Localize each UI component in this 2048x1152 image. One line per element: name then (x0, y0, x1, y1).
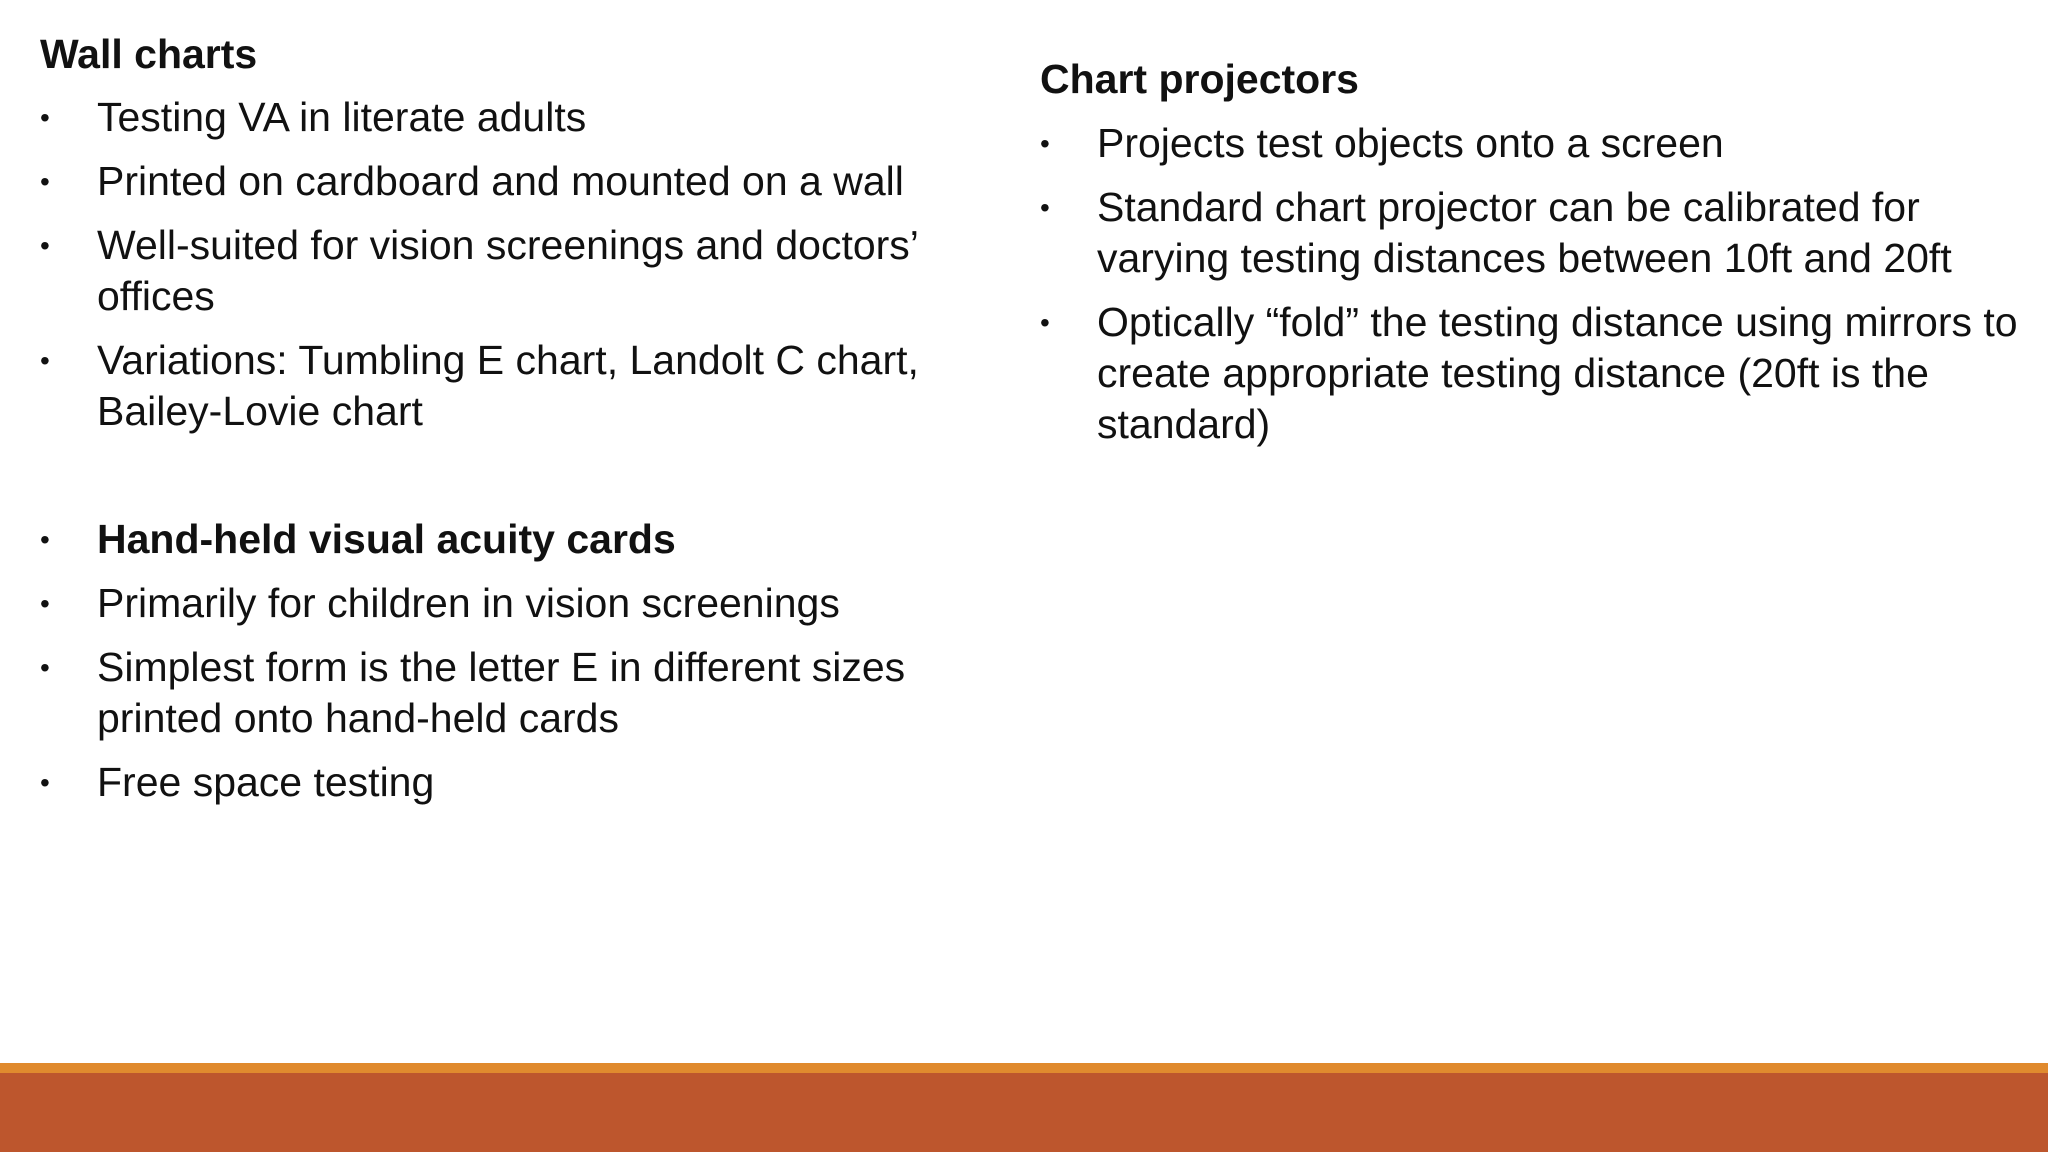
bullet-icon: • (1040, 307, 1050, 338)
list-item-text: Standard chart projector can be calibrated for varying testing distances between 10ft and 20ft (1097, 184, 1952, 281)
list-item (40, 578, 1002, 629)
hand-held-cards-list (40, 514, 1002, 821)
list-item-text: Testing VA in literate adults (97, 94, 587, 140)
list-item (1040, 182, 2048, 284)
wall-charts-list (40, 92, 1002, 450)
list-item-text: Printed on cardboard and mounted on a wall (97, 158, 904, 204)
list-item (40, 92, 1002, 143)
bullet-icon: • (40, 166, 50, 197)
bullet-icon: • (40, 767, 50, 798)
list-item-text: Variations: Tumbling E chart, Landolt C chart, Bailey-Lovie chart (97, 337, 919, 434)
list-item-text: Projects test objects onto a screen (1097, 120, 1724, 166)
list-item (40, 757, 1002, 808)
list-item (40, 156, 1002, 207)
bullet-icon: • (40, 524, 50, 555)
footer-accent-line (0, 1063, 2048, 1073)
bullet-icon: • (40, 230, 50, 261)
chart-projectors-list (1040, 118, 2048, 463)
list-item (1040, 118, 2048, 169)
list-item-text: Free space testing (97, 759, 435, 805)
list-item (1040, 297, 2048, 450)
footer-bar (0, 1073, 2048, 1152)
list-item (40, 642, 1002, 744)
bullet-icon: • (40, 345, 50, 376)
bullet-icon: • (40, 652, 50, 683)
bullet-icon: • (1040, 128, 1050, 159)
list-item-text: Optically “fold” the testing distance using mirrors to create appropriate testing distance (20ft is the standard) (1097, 299, 2018, 447)
bullet-icon: • (1040, 192, 1050, 223)
chart-projectors-heading: Chart projectors (1040, 56, 1359, 102)
list-item (40, 220, 1002, 322)
list-item-text: Well-suited for vision screenings and doctors’ offices (97, 222, 918, 319)
list-item-text: Primarily for children in vision screenings (97, 580, 840, 626)
bullet-icon: • (40, 102, 50, 133)
hand-held-cards-heading: Hand-held visual acuity cards (97, 516, 676, 562)
list-item-text: Simplest form is the letter E in different sizes printed onto hand-held cards (97, 644, 906, 741)
list-item (40, 335, 1002, 437)
list-item (40, 514, 1002, 565)
wall-charts-heading: Wall charts (40, 31, 258, 77)
bullet-icon: • (40, 588, 50, 619)
